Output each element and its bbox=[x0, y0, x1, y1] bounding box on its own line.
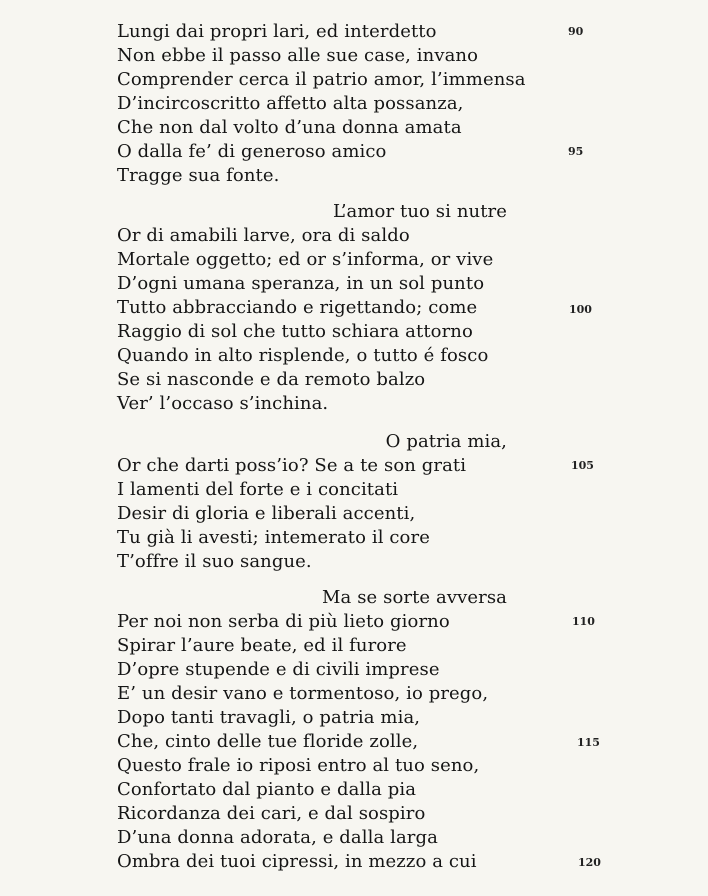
verse-line: Non ebbe il passo alle sue case, invano bbox=[117, 45, 479, 66]
verse-line: Confortato dal pianto e dalla pia bbox=[117, 779, 417, 800]
verse-line: Ver’ l’occaso s’inchina. bbox=[117, 393, 329, 414]
verse-line: Or di amabili larve, ora di saldo bbox=[117, 225, 410, 246]
verse-line: D’incircoscritto affetto alta possanza, bbox=[117, 93, 464, 114]
verse-line: Spirar l’aure beate, ed il furore bbox=[117, 635, 407, 656]
verse-line: O dalla fe’ di generoso amico bbox=[117, 141, 387, 162]
verse-line-indented: O patria mia, bbox=[385, 431, 507, 452]
verse-line: Se si nasconde e da remoto balzo bbox=[117, 369, 426, 390]
verse-line: Che, cinto delle tue floride zolle, bbox=[117, 731, 419, 752]
verse-line: D’opre stupende e di civili imprese bbox=[117, 659, 440, 680]
line-number: 110 bbox=[572, 615, 595, 628]
line-number: 100 bbox=[569, 303, 592, 316]
verse-line: D’ogni umana speranza, in un sol punto bbox=[117, 273, 485, 294]
line-number: 105 bbox=[571, 459, 594, 472]
verse-line: Questo frale io riposi entro al tuo seno, bbox=[117, 755, 480, 776]
verse-line: Lungi dai propri lari, ed interdetto bbox=[117, 21, 437, 42]
verse-line: Tutto abbracciando e rigettando; come bbox=[117, 297, 478, 318]
line-number: 95 bbox=[568, 145, 584, 158]
verse-line: D’una donna adorata, e dalla larga bbox=[117, 827, 438, 848]
verse-line: Che non dal volto d’una donna amata bbox=[117, 117, 462, 138]
line-number: 90 bbox=[568, 25, 584, 38]
verse-line: Ricordanza dei cari, e dal sospiro bbox=[117, 803, 426, 824]
verse-line: E’ un desir vano e tormentoso, io prego, bbox=[117, 683, 489, 704]
verse-line: Tragge sua fonte. bbox=[117, 165, 280, 186]
verse-line-indented: Ma se sorte avversa bbox=[322, 587, 507, 608]
verse-line: T’offre il suo sangue. bbox=[117, 551, 312, 572]
verse-line: Ombra dei tuoi cipressi, in mezzo a cui bbox=[117, 851, 477, 872]
verse-line: Desir di gloria e liberali accenti, bbox=[117, 503, 416, 524]
verse-line: Per noi non serba di più lieto giorno bbox=[117, 611, 450, 632]
verse-line-indented: L’amor tuo si nutre bbox=[333, 201, 507, 222]
verse-line: Quando in alto risplende, o tutto é fosco bbox=[117, 345, 489, 366]
verse-line: Mortale oggetto; ed or s’informa, or vive bbox=[117, 249, 494, 270]
verse-line: Raggio di sol che tutto schiara attorno bbox=[117, 321, 473, 342]
verse-line: I lamenti del forte e i concitati bbox=[117, 479, 399, 500]
line-number: 120 bbox=[578, 856, 601, 869]
verse-line: Comprender cerca il patrio amor, l’immensa bbox=[117, 69, 526, 90]
verse-line: Dopo tanti travagli, o patria mia, bbox=[117, 707, 421, 728]
line-number: 115 bbox=[577, 736, 600, 749]
verse-line: Or che darti poss’io? Se a te son grati bbox=[117, 455, 467, 476]
verse-line: Tu già li avesti; intemerato il core bbox=[117, 527, 430, 548]
